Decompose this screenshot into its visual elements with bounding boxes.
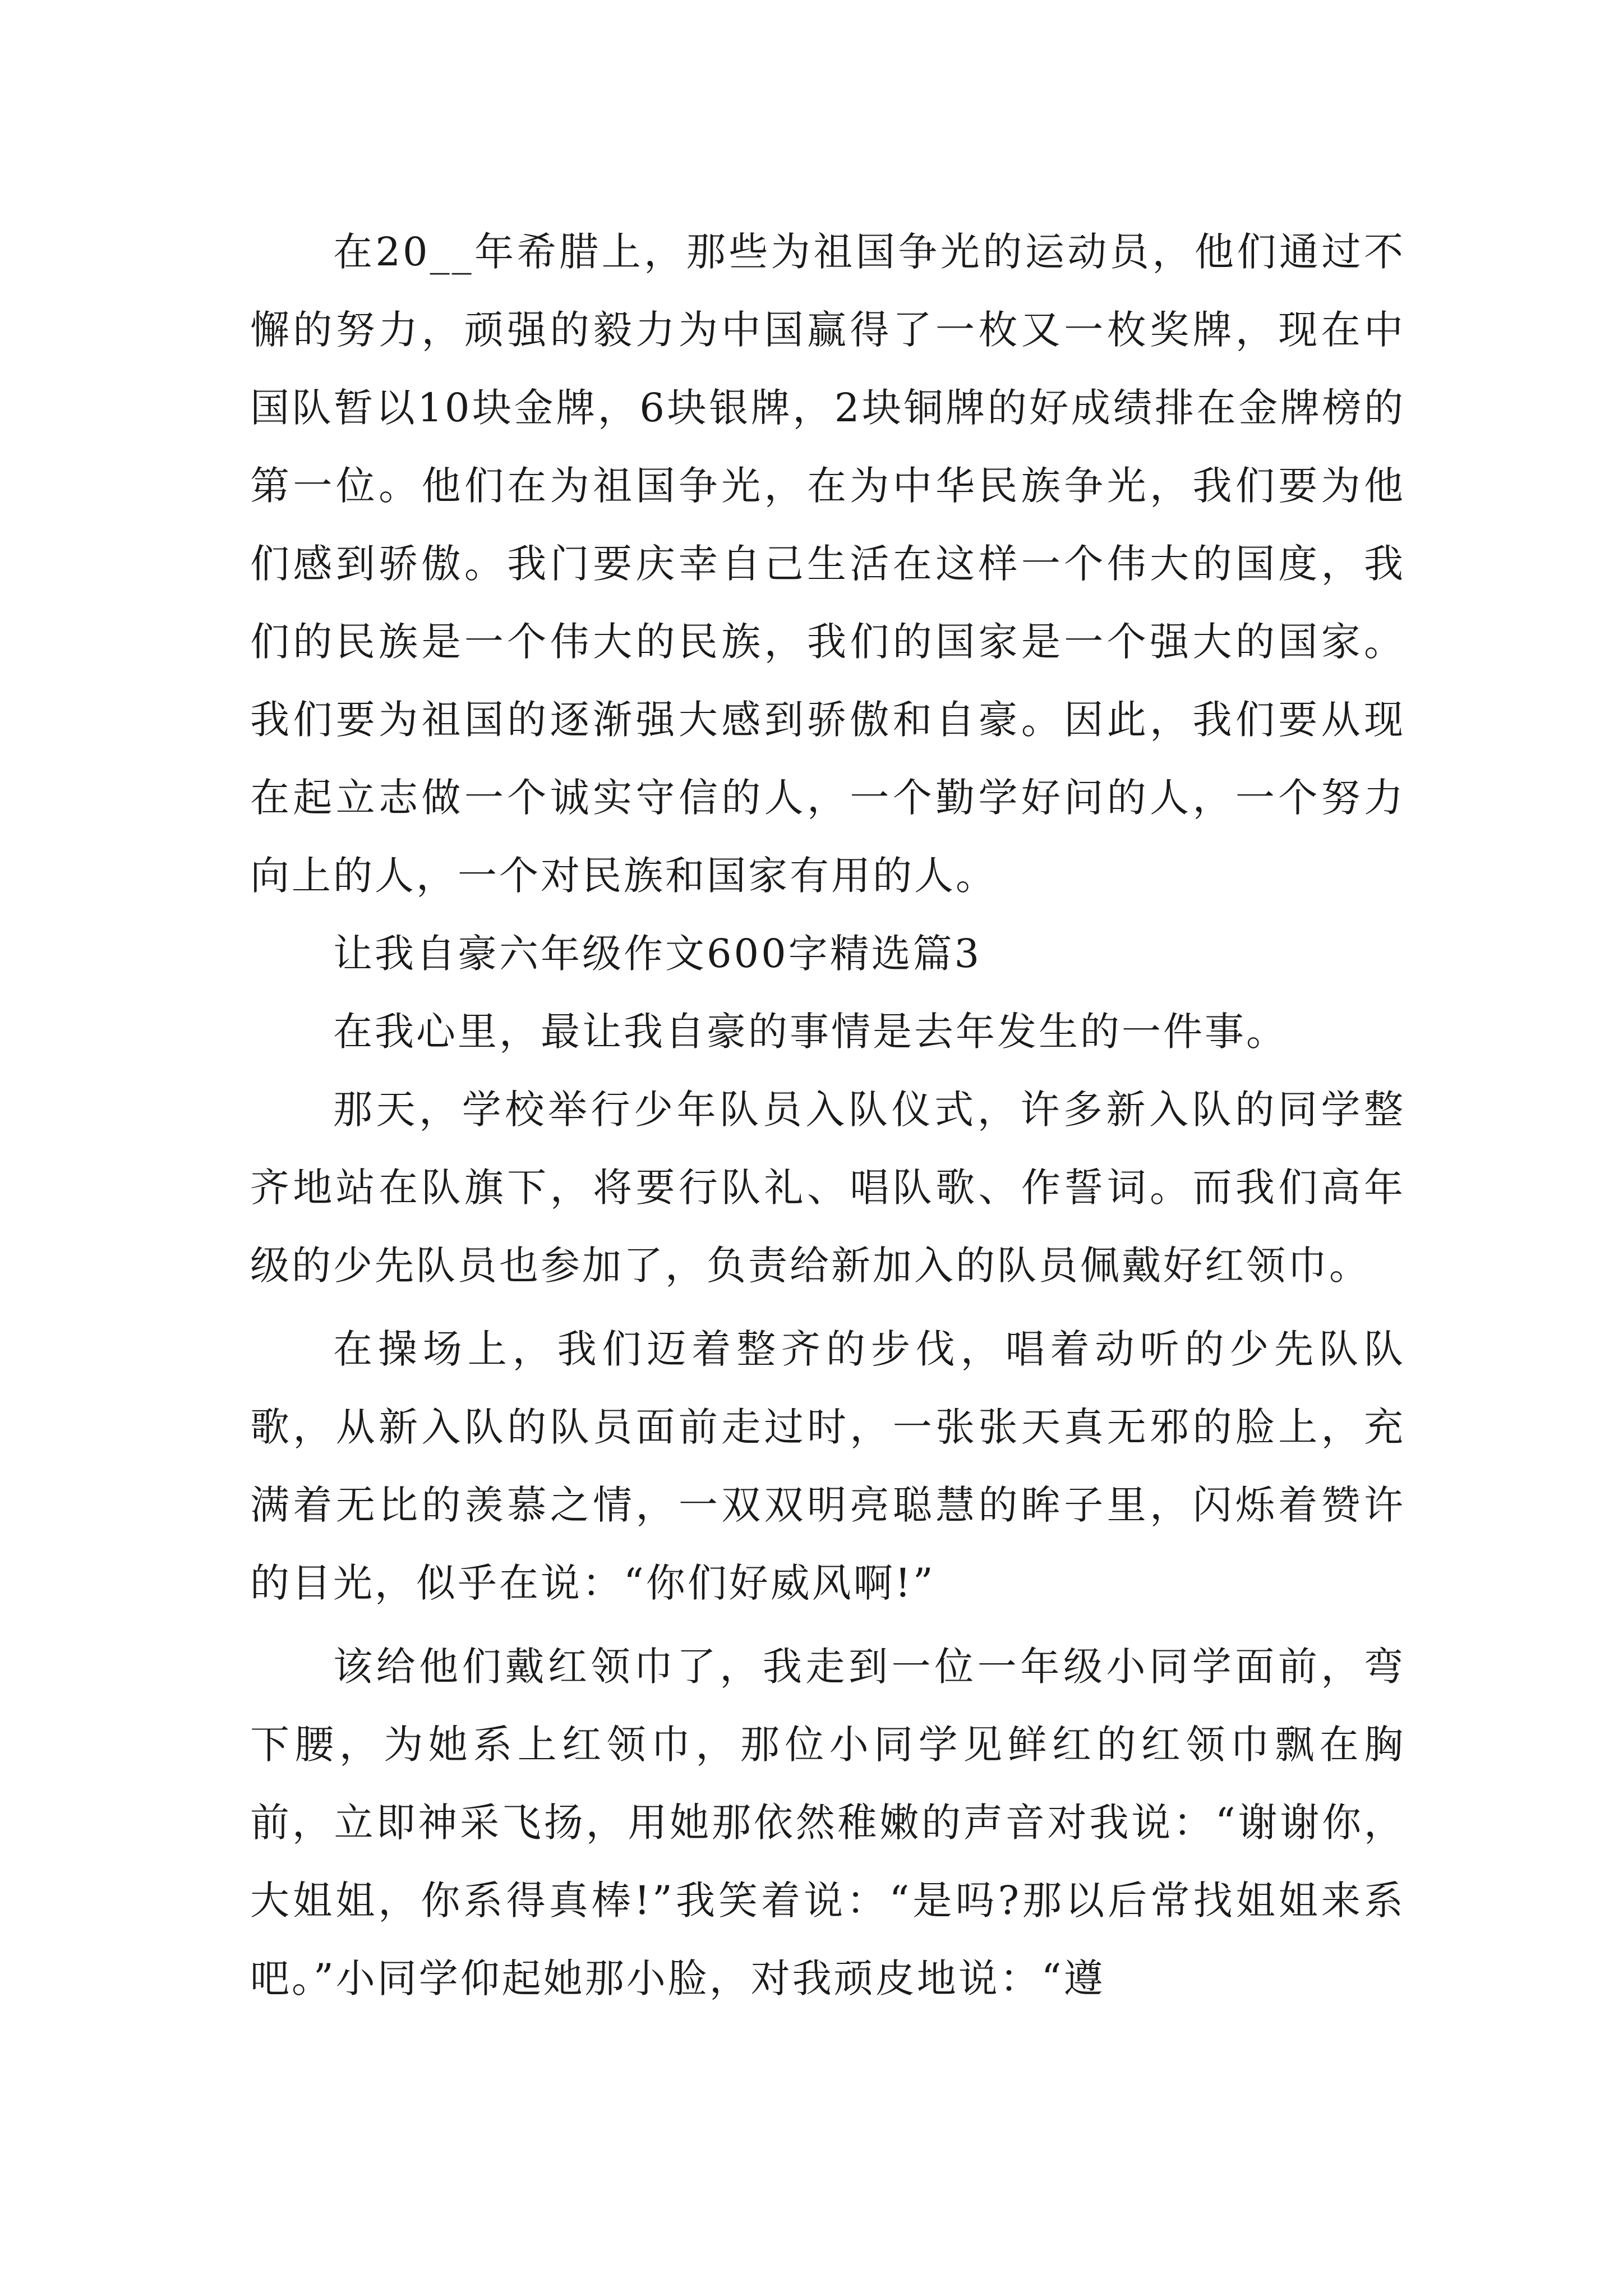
paragraph-intro: 在我心里，最让我自豪的事情是去年发生的一件事。 bbox=[333, 1009, 1288, 1055]
document-body bbox=[250, 213, 1405, 2018]
paragraph-olympics: 在20__年希腊上，那些为祖国争光的运动员，他们通过不懈的努力，顽强的毅力为中国赢得了一枚又一枚奖牌，现在中国队暂以10块金牌，6块银牌，2块铜牌的好成绩排在金牌榜的第一位。他们在为祖国争光，在为中华民族争光，我们要为他们感到骄傲。我门要庆幸自己生活在这样一个伟大的国度，我们的民族是一个伟大的民族，我们的国家是一个强大的国家。我们要为祖国的逐渐强大感到骄傲和自豪。因此，我们要从现在起立志做一个诚实守信的人，一个勤学好问的人，一个努力向上的人，一个对民族和国家有用的人。 bbox=[250, 229, 1405, 899]
paragraph-playground: 在操场上，我们迈着整齐的步伐，唱着动听的少先队队歌，从新入队的队员面前走过时，一张张天真无邪的脸上，充满着无比的羡慕之情，一双双明亮聪慧的眸子里，闪烁着赞许的目光，似乎在说：“你们好威风啊!” bbox=[250, 1326, 1405, 1606]
essay-title: 让我自豪六年级作文600字精选篇3 bbox=[333, 931, 982, 977]
paragraph-red-scarf: 该给他们戴红领巾了，我走到一位一年级小同学面前，弯下腰，为她系上红领巾，那位小同学见鲜红的红领巾飘在胸前，立即神采飞扬，用她那依然稚嫩的声音对我说：“谢谢你，大姐姐，你系得真棒!”我笑着说：“是吗?那以后常找姐姐来系吧。”小同学仰起她那小脸，对我顽皮地说：“遵 bbox=[250, 1644, 1405, 2001]
paragraph-ceremony: 那天，学校举行少年队员入队仪式，许多新入队的同学整齐地站在队旗下，将要行队礼、唱队歌、作誓词。而我们高年级的少先队员也参加了，负责给新加入的队员佩戴好红领巾。 bbox=[250, 1087, 1405, 1289]
